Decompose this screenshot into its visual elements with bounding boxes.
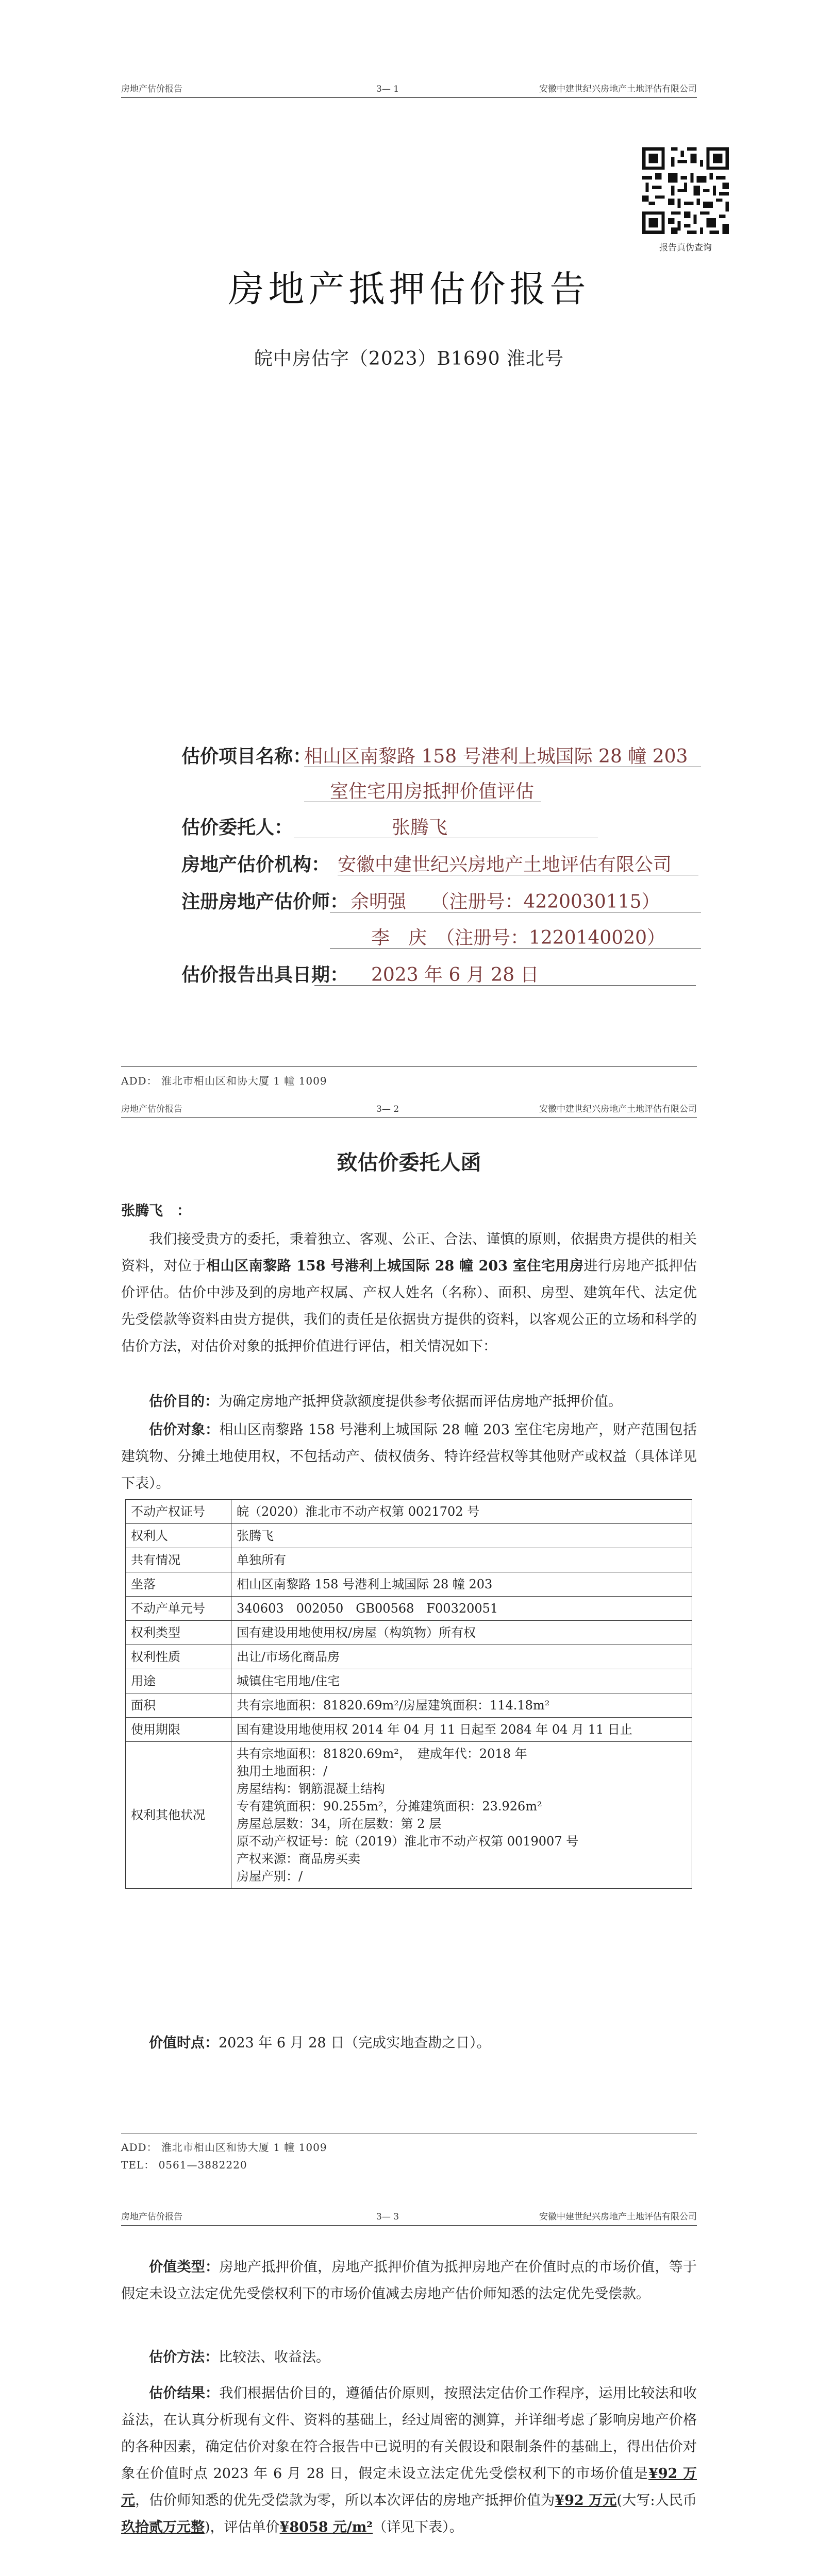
intro-paragraph: 我们接受贵方的委托，秉着独立、客观、公正、合法、谨慎的原则，依据贵方提供的相关资料，对位于相山区南黎路 158 号港利上城国际 28 幢 203 室住宅用房进行房地产抵押估价评估。估价中涉及到的房地产权属、产权人姓名（名称）、面积、房型、建筑年代、法定优先受偿款等资料由贵方提供，我们的责任是依据贵方提供的资料，以客观公正的立场和科学的估价方法，对估价对象的抵押价值进行评估，相关情况如下： <box>121 1231 697 1354</box>
header-page-mark: 3— 1 <box>376 84 399 94</box>
page-footer <box>121 1066 697 1090</box>
header-left: 房地产估价报告 <box>121 84 182 94</box>
page-header <box>121 77 697 98</box>
table-row: 权利人 张腾飞 <box>126 1524 692 1548</box>
letter-page-2 <box>0 2205 818 2576</box>
appraiser-label: 注册房地产估价师： <box>181 891 349 912</box>
value-time-paragraph: 价值时点：2023 年 6 月 28 日（完成实地查勘之日）。 <box>149 2035 491 2051</box>
date-value: 2023 年 6 月 28 日 <box>371 964 539 986</box>
qr-caption: 报告真伪查询 <box>659 243 712 253</box>
unit-price: ¥8058 元/m² <box>279 2519 373 2535</box>
project-label: 估价项目名称： <box>181 745 312 767</box>
footer-address: ADD： 淮北市相山区和协大厦 1 幢 1009 <box>121 1075 327 1087</box>
table-row: 不动产权证号 皖（2020）淮北市不动产权第 0021702 号 <box>126 1500 692 1524</box>
salutation: 张腾飞 ： <box>121 1203 191 1219</box>
object-paragraph: 估价对象：相山区南黎路 158 号港利上城国际 28 幢 203 室住宅房地产，财产范围包括建筑物、分摊土地使用权，不包括动产、债权债务、特许经营权等其他财产或权益（具体详见下表）。 <box>121 1422 697 1492</box>
page-footer: ADD： 淮北市相山区和协大厦 1 幢 1009 TEL： 0561—3882220 <box>121 2133 697 2174</box>
qr-code-icon[interactable] <box>639 144 732 237</box>
appraiser-1: 余明强 （注册号：4220030115） <box>350 891 660 912</box>
result-paragraph: 估价结果：我们根据估价目的，遵循估价原则，按照法定估价工作程序，运用比较法和收益法，在认真分析现有文件、资料的基础上，经过周密的测算，并详细考虑了影响房地产价格的各种因素，确定估价对象在符合报告中已说明的有关假设和限制条件的基础上，得出估价对象在价值时点 2023 年 6 月 28 日，假定未设立法定优先受偿权利下的市场价值是¥92 万元，估价师知悉的优先受偿款为零，所以本次评估的房地产抵押价值为¥92 万元(大写:人民币玖拾贰万元整)，评估单价¥8058 元/m²（详见下表）。 <box>121 2385 697 2535</box>
agency-value: 安徽中建世纪兴房地产土地评估有限公司 <box>338 854 672 875</box>
page-header: 房地产估价报告 3— 2 安徽中建世纪兴房地产土地评估有限公司 <box>121 1097 697 1118</box>
table-row: 权利性质 出让/市场化商品房 <box>126 1645 692 1669</box>
property-table <box>125 1499 692 1889</box>
table-row: 权利其他状况 共有宗地面积：81820.69m²， 建成年代：2018 年 独用土地面积：/ 房屋结构：钢筋混凝土结构 专有建筑面积：90.255m²，分摊建筑面积：23.926m² 房屋总层数：34，所在层数：第 2 层 原不动产权证号：皖（2019）淮北市不动产权第 0019007 号 产权来源：商品房买卖 房屋产别：/ <box>126 1742 692 1889</box>
header-right: 安徽中建世纪兴房地产土地评估有限公司 <box>539 84 697 94</box>
method-paragraph: 估价方法：比较法、收益法。 <box>149 2349 330 2365</box>
value-type-paragraph: 价值类型：房地产抵押价值，房地产抵押价值为抵押房地产在价值时点的市场价值，等于假定未设立法定优先受偿权利下的市场价值减去房地产估价师知悉的法定优先受偿款。 <box>121 2259 697 2302</box>
table-row: 权利类型 国有建设用地使用权/房屋（构筑物）所有权 <box>126 1621 692 1645</box>
letter-title: 致估价委托人函 <box>337 1150 481 1175</box>
table-row: 共有情况 单独所有 <box>126 1548 692 1572</box>
letter-page-1 <box>0 1097 818 2205</box>
cover-page <box>0 0 818 1097</box>
table-row: 不动产单元号 340603 002050 GB00568 F00320051 <box>126 1597 692 1621</box>
page-header: 房地产估价报告 3— 3 安徽中建世纪兴房地产土地评估有限公司 <box>121 2205 697 2226</box>
purpose-paragraph: 估价目的：为确定房地产抵押贷款额度提供参考依据而评估房地产抵押价值。 <box>149 1394 622 1410</box>
project-value-line1: 相山区南黎路 158 号港利上城国际 28 幢 203 <box>304 746 688 767</box>
table-row: 坐落 相山区南黎路 158 号港利上城国际 28 幢 203 <box>126 1572 692 1597</box>
table-row: 用途 城镇住宅用地/住宅 <box>126 1669 692 1693</box>
appraiser-2: 李 庆 （注册号：1220140020） <box>371 927 666 948</box>
report-number: 皖中房估字（2023）B1690 淮北号 <box>254 348 564 369</box>
report-title: 房地产抵押估价报告 <box>228 268 590 310</box>
mortgage-value: ¥92 万元 <box>555 2493 617 2509</box>
client-label: 估价委托人： <box>181 817 293 838</box>
date-label: 估价报告出具日期： <box>181 964 349 986</box>
market-value: ¥92 万元 <box>121 2466 697 2509</box>
agency-label: 房地产估价机构： <box>181 854 330 875</box>
table-row: 使用期限 国有建设用地使用权 2014 年 04 月 11 日起至 2084 年 04 月 11 日止 <box>126 1718 692 1742</box>
table-row: 面积 共有宗地面积：81820.69m²/房屋建筑面积：114.18m² <box>126 1693 692 1718</box>
mortgage-value-words: 玖拾贰万元整 <box>121 2519 205 2535</box>
client-value: 张腾飞 <box>392 817 448 838</box>
project-value-line2: 室住宅用房抵押价值评估 <box>330 781 535 802</box>
